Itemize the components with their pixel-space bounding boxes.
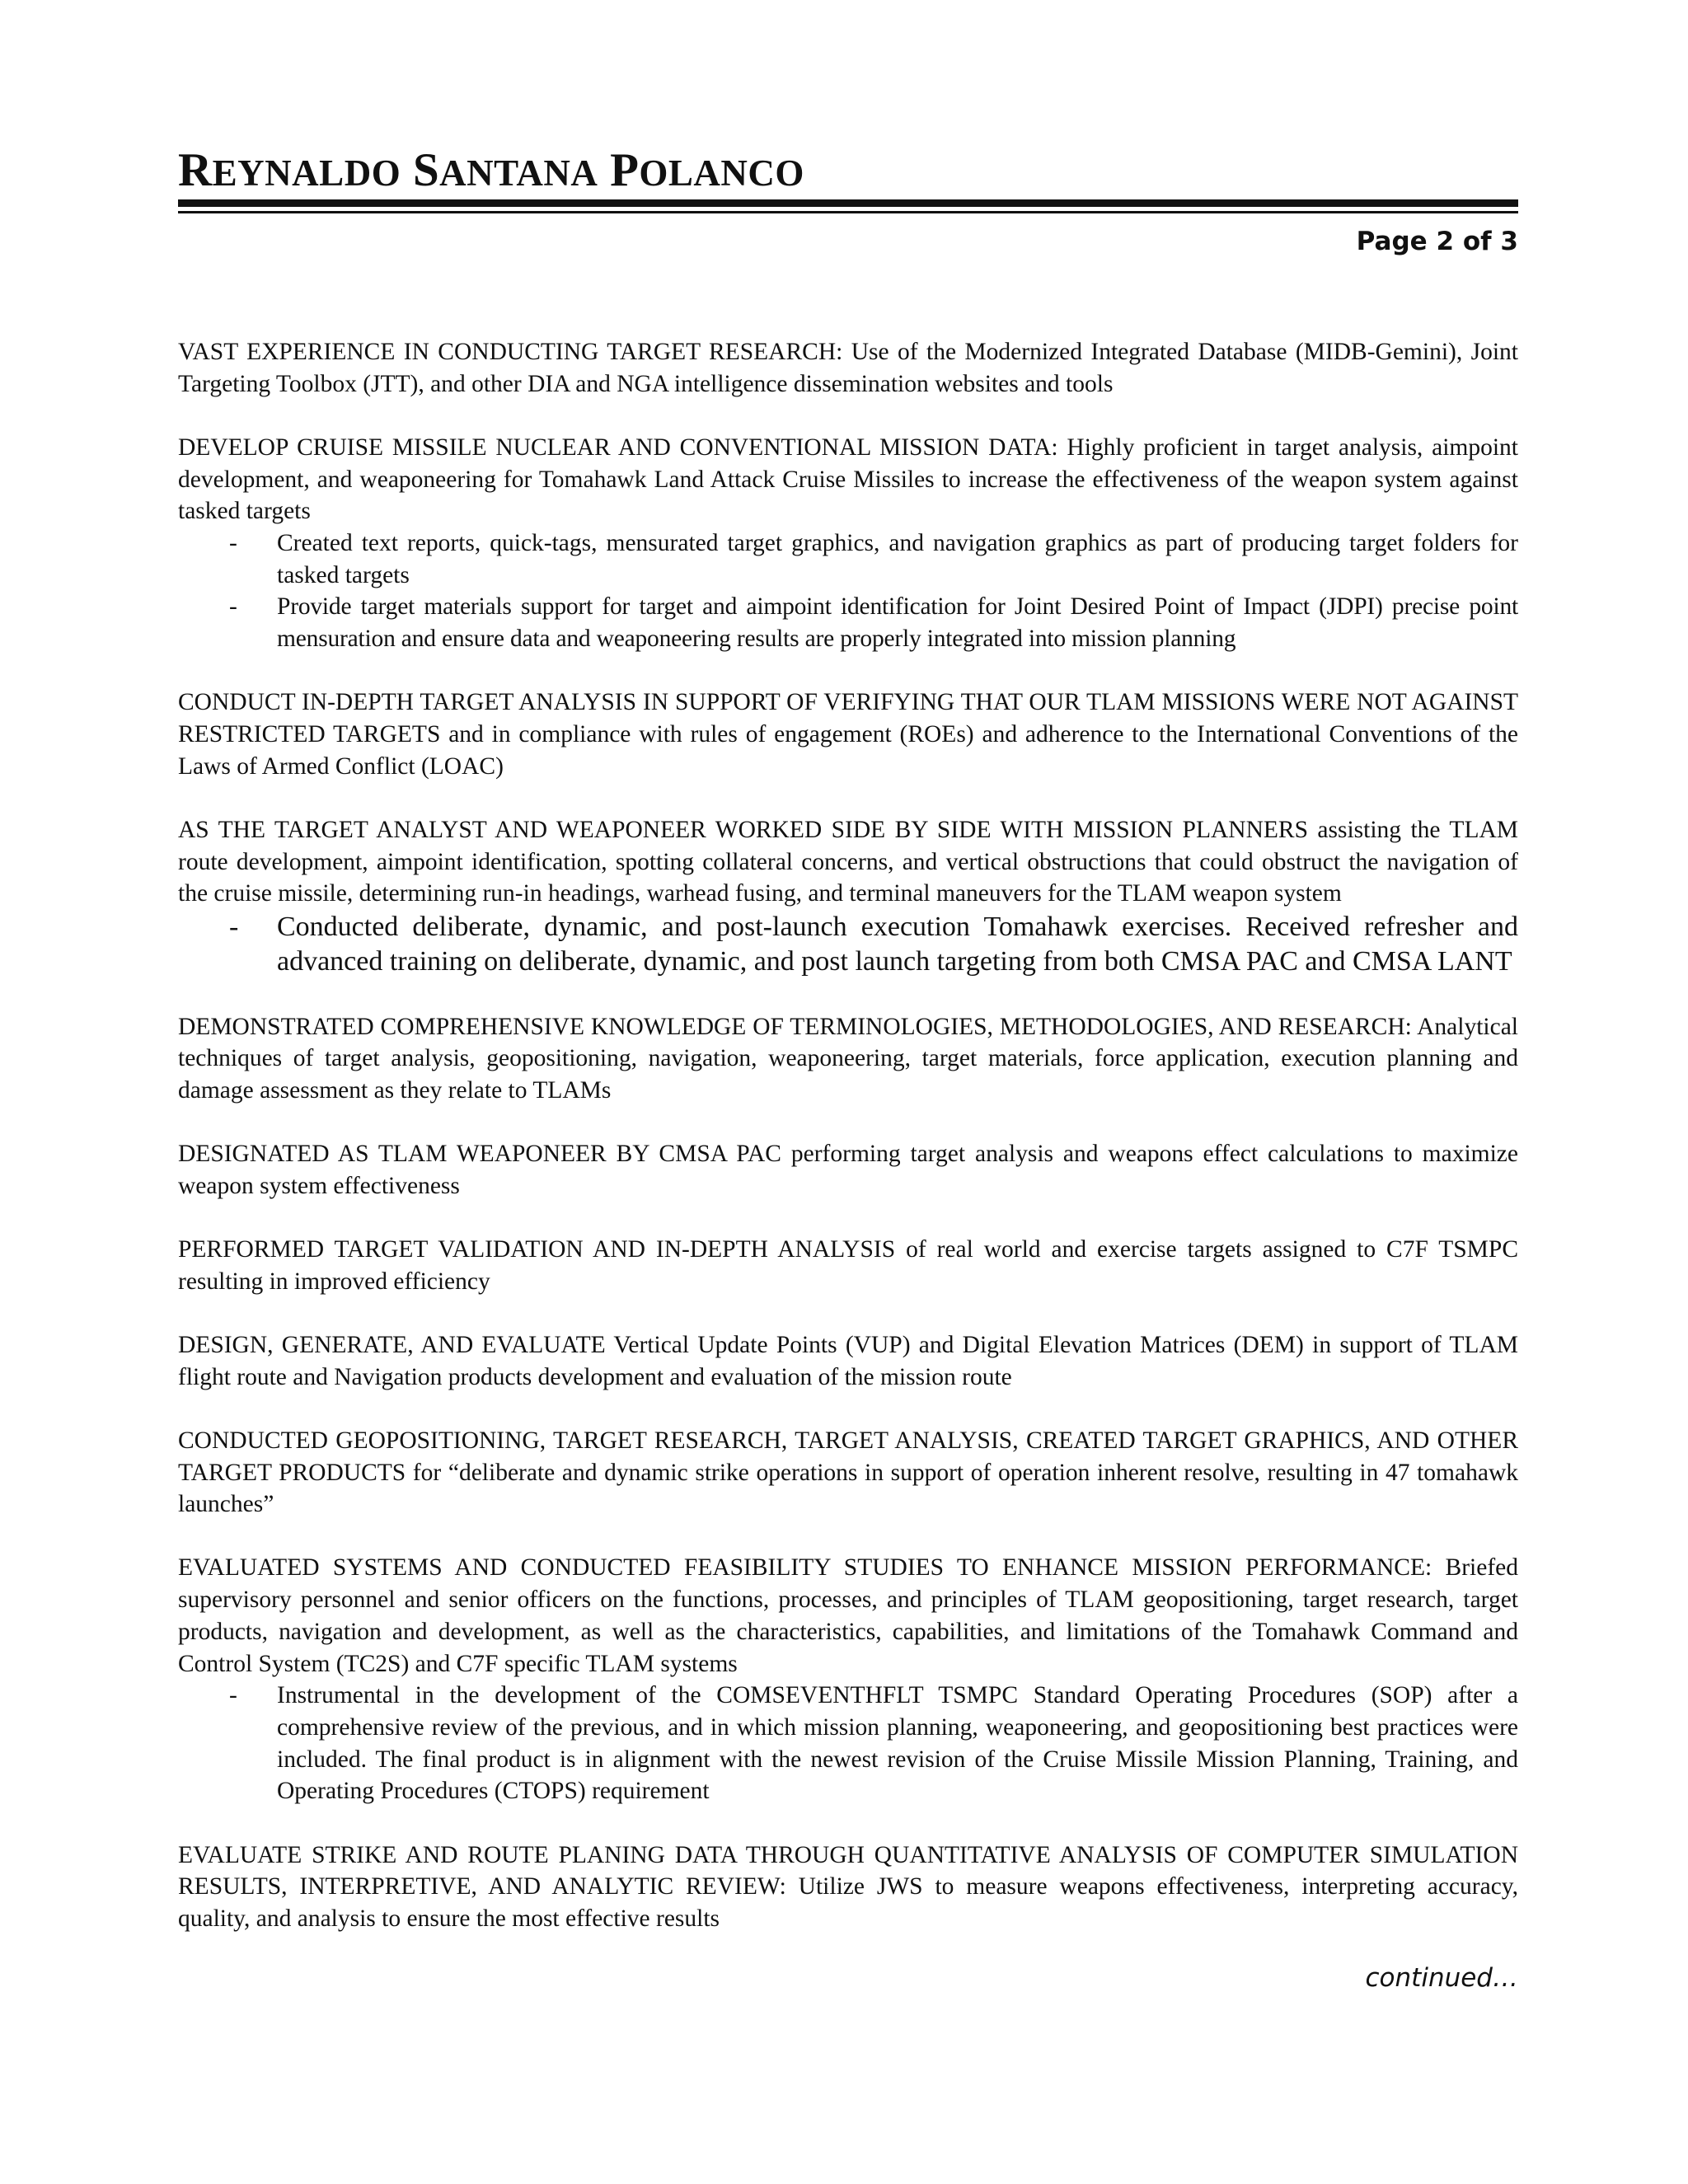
bullet-list <box>178 527 1518 655</box>
name-middle: SANTANA <box>412 144 598 196</box>
experience-section <box>178 814 1518 979</box>
experience-section <box>178 1552 1518 1807</box>
resume-header <box>178 142 1518 202</box>
section-text: DEVELOP CRUISE MISSILE NUCLEAR AND CONVENTIONAL MISSION DATA: Highly proficient in target analysis, aimpoint development, and weaponeering for Tomahawk Land Attack Cruise Missiles to increase the effectiveness of the weapon system against tasked targets <box>178 434 1518 525</box>
section-text: DESIGNATED AS TLAM WEAPONEER BY CMSA PAC performing target analysis and weapons effect calculations to maximize weapon system effectiveness <box>178 1141 1518 1199</box>
dash-marker: - <box>229 593 237 621</box>
dash-marker: - <box>229 1682 237 1709</box>
experience-section <box>178 336 1518 400</box>
section-text: CONDUCTED GEOPOSITIONING, TARGET RESEARCH, TARGET ANALYSIS, CREATED TARGET GRAPHICS, AND OTHER TARGET PRODUCTS for “deliberate and dynamic strike operations in support of operation inherent resolve, resulting in 47 tomahawk launches” <box>178 1427 1518 1518</box>
experience-section <box>178 1138 1518 1202</box>
experience-section <box>178 1234 1518 1297</box>
page-number: Page 2 of 3 <box>1356 227 1518 256</box>
experience-section <box>178 687 1518 782</box>
section-text: VAST EXPERIENCE IN CONDUCTING TARGET RESEARCH: Use of the Modernized Integrated Database (MIDB-Gemini), Joint Targeting Toolbox (JTT), and other DIA and NGA intelligence dissemination websites and tools <box>178 339 1518 397</box>
section-text: CONDUCT IN-DEPTH TARGET ANALYSIS IN SUPPORT OF VERIFYING THAT OUR TLAM MISSIONS WERE NOT AGAINST RESTRICTED TARGETS and in compliance with rules of engagement (ROEs) and adherence to the International Conventions of the Laws of Armed Conflict (LOAC) <box>178 689 1518 780</box>
bullet-list <box>178 1680 1518 1807</box>
experience-section <box>178 1425 1518 1521</box>
dash-marker: - <box>229 912 239 943</box>
header-rule-thick <box>178 199 1518 207</box>
bullet-item: - Conducted deliberate, dynamic, and post-launch execution Tomahawk exercises. Received refresher and advanced training on deliberate, dynamic, and post launch targeting from both CMSA PAC and CMSA LANT <box>229 912 1518 977</box>
section-text: PERFORMED TARGET VALIDATION AND IN-DEPTH ANALYSIS of real world and exercise targets assigned to C7F TSMPC resulting in improved efficiency <box>178 1236 1518 1295</box>
dash-marker: - <box>229 530 237 557</box>
section-text: EVALUATE STRIKE AND ROUTE PLANING DATA THROUGH QUANTITATIVE ANALYSIS OF COMPUTER SIMULATION RESULTS, INTERPRETIVE, AND ANALYTIC REVIEW: Utilize JWS to measure weapons effectiveness, interpreting accuracy, quality, and analysis to ensure the most effective results <box>178 1841 1518 1933</box>
experience-section <box>178 1840 1518 1935</box>
bullet-item: - Provide target materials support for target and aimpoint identification for Joint Desired Point of Impact (JDPI) precise point mensuration and ensure data and weaponeering results are properly integrated into mission planning <box>178 591 1518 654</box>
section-text: AS THE TARGET ANALYST AND WEAPONEER WORKED SIDE BY SIDE WITH MISSION PLANNERS assisting the TLAM route development, aimpoint identification, spotting collateral concerns, and vertical obstructions that could obstruct the navigation of the cruise missile, determining run-in headings, warhead fusing, and terminal maneuvers for the TLAM weapon system <box>178 816 1518 907</box>
experience-section <box>178 1329 1518 1393</box>
section-text: DEMONSTRATED COMPREHENSIVE KNOWLEDGE OF TERMINOLOGIES, METHODOLOGIES, AND RESEARCH: Analytical techniques of target analysis, geopositioning, navigation, weaponeering, target materials, force application, execution planning and damage assessment as they relate to TLAMs <box>178 1013 1518 1104</box>
candidate-name <box>178 142 1518 202</box>
continued-note: continued… <box>1365 1963 1518 1993</box>
bullet-item: - Created text reports, quick-tags, mensurated target graphics, and navigation graphics as part of producing target folders for tasked targets <box>178 527 1518 591</box>
name-first: REYNALDO <box>178 144 401 196</box>
bullet-item: - Instrumental in the development of the COMSEVENTHFLT TSMPC Standard Operating Procedures (SOP) after a comprehensive review of the previous, and in which mission planning, weaponeering, and geopositioning best practices were included. The final product is in alignment with the newest revision of the Cruise Missile Mission Planning, Training, and Operating Procedures (CTOPS) requirement <box>178 1680 1518 1807</box>
section-text: EVALUATED SYSTEMS AND CONDUCTED FEASIBILITY STUDIES TO ENHANCE MISSION PERFORMANCE: Briefed supervisory personnel and senior officers on the functions, processes, and principles of TLAM geopositioning, target research, target products, navigation and development, as well as the characteristics, capabilities, and limitations of the Tomahawk Command and Control System (TC2S) and C7F specific TLAM systems <box>178 1554 1518 1677</box>
resume-content <box>178 336 1518 1966</box>
bullet-list <box>178 910 1518 979</box>
experience-section <box>178 1011 1518 1107</box>
section-text: DESIGN, GENERATE, AND EVALUATE Vertical Update Points (VUP) and Digital Elevation Matrices (DEM) in support of TLAM flight route and Navigation products development and evaluation of the mission route <box>178 1331 1518 1390</box>
name-last: POLANCO <box>610 144 804 196</box>
experience-section <box>178 432 1518 655</box>
header-rule-thin <box>178 211 1518 213</box>
